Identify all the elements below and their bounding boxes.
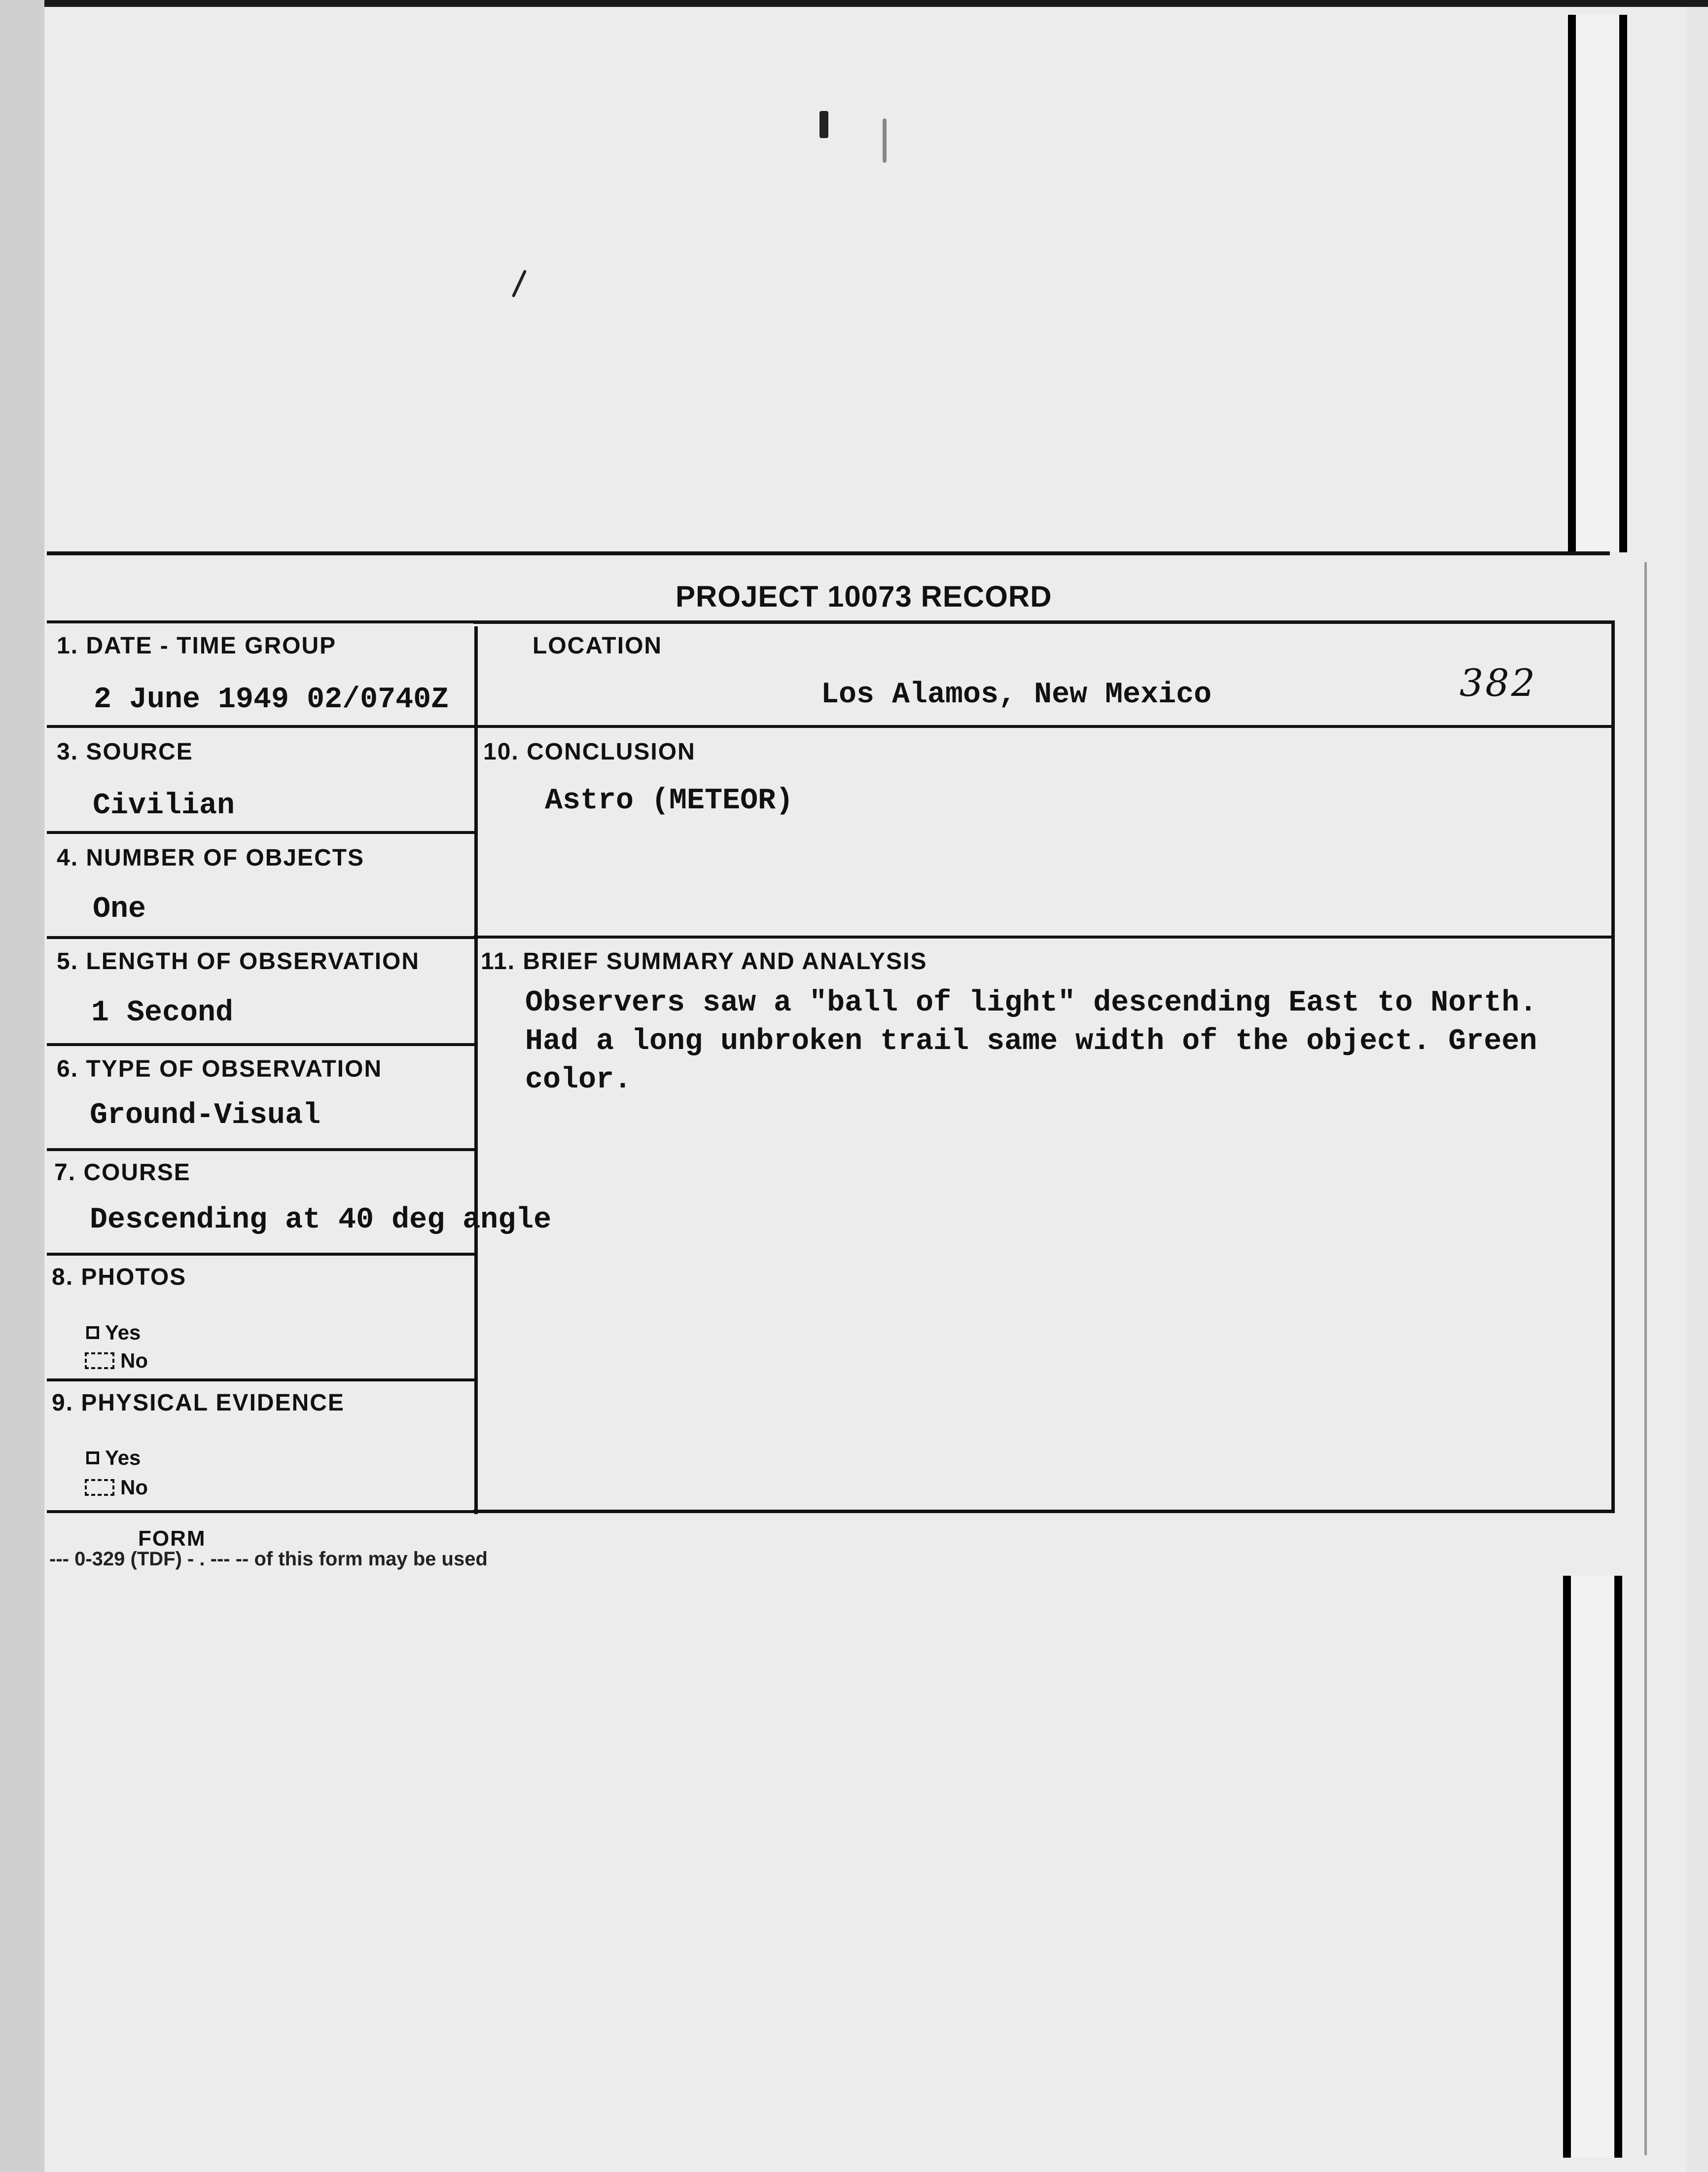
- photos-yes-option[interactable]: [86, 1321, 141, 1344]
- date-label: 1. DATE - TIME GROUP: [57, 633, 337, 659]
- divider: [47, 1148, 476, 1151]
- divider: [47, 620, 486, 623]
- divider: [47, 831, 476, 834]
- photos-no-option[interactable]: [85, 1349, 148, 1373]
- record-top-rule: [47, 551, 1610, 555]
- number-of-objects-value: One: [93, 893, 146, 926]
- photos-label: 8. PHOTOS: [52, 1264, 187, 1290]
- source-value: Civilian: [93, 789, 235, 823]
- course-value: Descending at 40 deg angle: [90, 1203, 552, 1237]
- form-title: PROJECT 10073 RECORD: [676, 580, 1052, 613]
- divider: [47, 936, 476, 939]
- divider: [473, 936, 1615, 939]
- handwritten-number: 382: [1459, 661, 1537, 705]
- summary-label: 11. BRIEF SUMMARY AND ANALYSIS: [481, 948, 927, 975]
- form-footer-cut-text: --- 0-329 (TDF) - . --- -- of this form may be used: [49, 1548, 488, 1570]
- type-of-observation-value: Ground-Visual: [90, 1099, 321, 1132]
- page-edge-line: [1644, 562, 1647, 2155]
- location-label: LOCATION: [533, 633, 663, 659]
- photos-yes-label: Yes: [105, 1321, 141, 1344]
- length-of-observation-label: 5. LENGTH OF OBSERVATION: [57, 948, 420, 975]
- stray-mark: [883, 118, 887, 163]
- number-of-objects-label: 4. NUMBER OF OBJECTS: [57, 845, 365, 871]
- date-value: 2 June 1949 02/0740Z: [94, 683, 449, 717]
- source-label: 3. SOURCE: [57, 739, 193, 765]
- course-label: 7. COURSE: [54, 1159, 191, 1186]
- divider: [47, 725, 1615, 728]
- page-left-shadow: [0, 0, 44, 2172]
- divider: [47, 1378, 476, 1381]
- checkbox-unchecked-icon: [86, 1451, 99, 1464]
- stray-mark: [819, 111, 828, 138]
- form-footer-label: FORM: [138, 1526, 206, 1551]
- physical-evidence-yes-label: Yes: [105, 1446, 141, 1469]
- summary-value: Observers saw a "ball of light" descending East to North. Had a long unbroken trail same width of the object. Green color.: [525, 986, 1537, 1097]
- length-of-observation-value: 1 Second: [91, 996, 234, 1030]
- type-of-observation-label: 6. TYPE OF OBSERVATION: [57, 1056, 383, 1082]
- film-edge-bottom: [1563, 1576, 1622, 2158]
- checkbox-checked-icon: [85, 1352, 114, 1369]
- conclusion-label: 10. CONCLUSION: [483, 739, 696, 765]
- location-value: Los Alamos, New Mexico: [821, 678, 1212, 712]
- photos-no-label: No: [120, 1349, 148, 1372]
- checkbox-checked-icon: [85, 1479, 114, 1496]
- physical-evidence-no-option[interactable]: [85, 1476, 148, 1499]
- divider: [47, 1043, 476, 1046]
- conclusion-value: Astro (METEOR): [545, 784, 794, 818]
- divider: [47, 1253, 476, 1256]
- physical-evidence-yes-option[interactable]: [86, 1446, 141, 1470]
- physical-evidence-label: 9. PHYSICAL EVIDENCE: [52, 1390, 345, 1416]
- divider: [47, 1510, 1615, 1513]
- film-edge-top: [1568, 15, 1627, 552]
- physical-evidence-no-label: No: [120, 1476, 148, 1499]
- checkbox-unchecked-icon: [86, 1326, 99, 1339]
- scan-top-edge: [44, 0, 1708, 7]
